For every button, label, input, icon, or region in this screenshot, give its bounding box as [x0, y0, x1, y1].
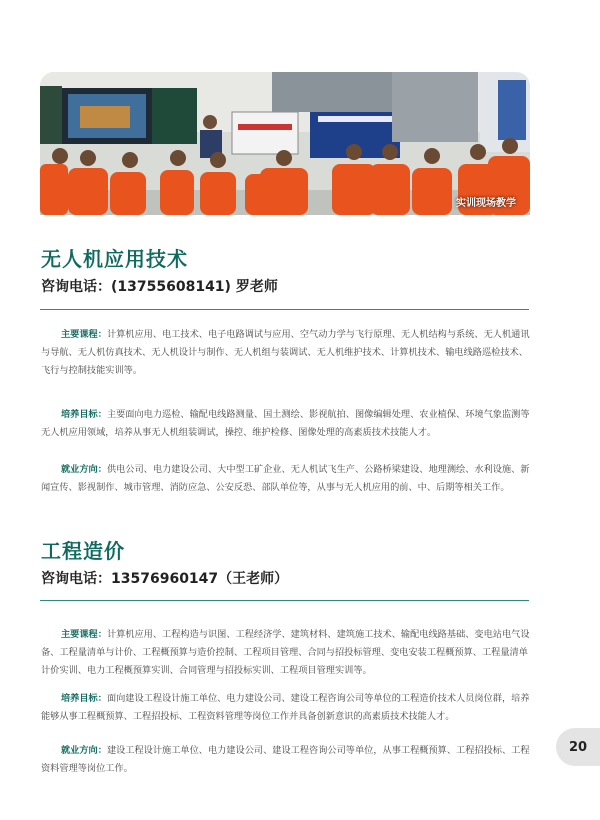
goal-label: 培养目标：: [61, 693, 107, 704]
career-paragraph-drone: [41, 461, 531, 497]
courses-label: 主要课程：: [61, 629, 107, 640]
career-text: 建设工程设计施工单位、电力建设公司、建设工程咨询公司等单位，从事工程概预算、工程招投标、工程资料管理等岗位工作。: [41, 745, 530, 774]
section-divider: [40, 600, 529, 601]
goal-text: 主要面向电力巡检、输配电线路测量、国土测绘、影视航拍、图像编辑处理、农业植保、环境气象监测等无人机应用领域，培养从事无人机组装调试，操控、维护检修、图像处理的高素质技术技能人才。: [41, 409, 530, 438]
goal-text: 面向建设工程设计施工单位、电力建设公司、建设工程咨询公司等单位的工程造价技术人员岗位群，培养能够从事工程概预算、工程招投标、工程资料管理等岗位工作并具备创新意识的高素质技术技能人才。: [41, 693, 530, 722]
courses-text: 计算机应用、电工技术、电子电路调试与应用、空气动力学与飞行原理、无人机结构与系统、无人机通讯与导航、无人机仿真技术、无人机设计与制作、无人机组与装调试、无人机维护技术、计算机技术、输电线路巡检技术、飞行与控制技能实训等。: [41, 329, 530, 376]
goal-paragraph-drone: [41, 406, 531, 442]
section-title-drone: 无人机应用技术: [41, 247, 188, 271]
page-number: 20: [556, 728, 600, 766]
goal-label: 培养目标：: [61, 409, 107, 420]
career-label: 就业方向：: [61, 745, 107, 756]
section-phone-cost: 咨询电话：13576960147（王老师）: [41, 571, 289, 587]
career-paragraph-cost: [41, 742, 531, 778]
courses-label: 主要课程：: [61, 329, 107, 340]
career-label: 就业方向：: [61, 464, 107, 475]
courses-paragraph-cost: [41, 626, 531, 680]
section-phone-drone: 咨询电话：(13755608141) 罗老师: [41, 279, 278, 295]
goal-paragraph-cost: [41, 690, 531, 726]
classroom-photo: [40, 72, 530, 215]
courses-text: 计算机应用、工程构造与识图、工程经济学、建筑材料、建筑施工技术、输配电线路基础、变电站电气设备、工程量清单与计价、工程概预算与造价控制、工程项目管理、合同与招投标管理、变电安装工程概预算、工程量清单计价实训、电力工程概预算实训、合同管理与招投标实训、工程项目管理实训等。: [41, 629, 530, 676]
section-title-cost: 工程造价: [41, 539, 125, 563]
career-text: 供电公司、电力建设公司、大中型工矿企业、无人机试飞生产、公路桥梁建设、地理测绘、水利设施、新闻宣传、影视制作、城市管理、消防应急、公安反恐、部队单位等，从事与无人机应用的前、中、后期等相关工作。: [41, 464, 530, 493]
section-divider: [40, 309, 529, 310]
photo-caption: 实训现场教学: [456, 198, 516, 209]
courses-paragraph-drone: [41, 326, 531, 380]
